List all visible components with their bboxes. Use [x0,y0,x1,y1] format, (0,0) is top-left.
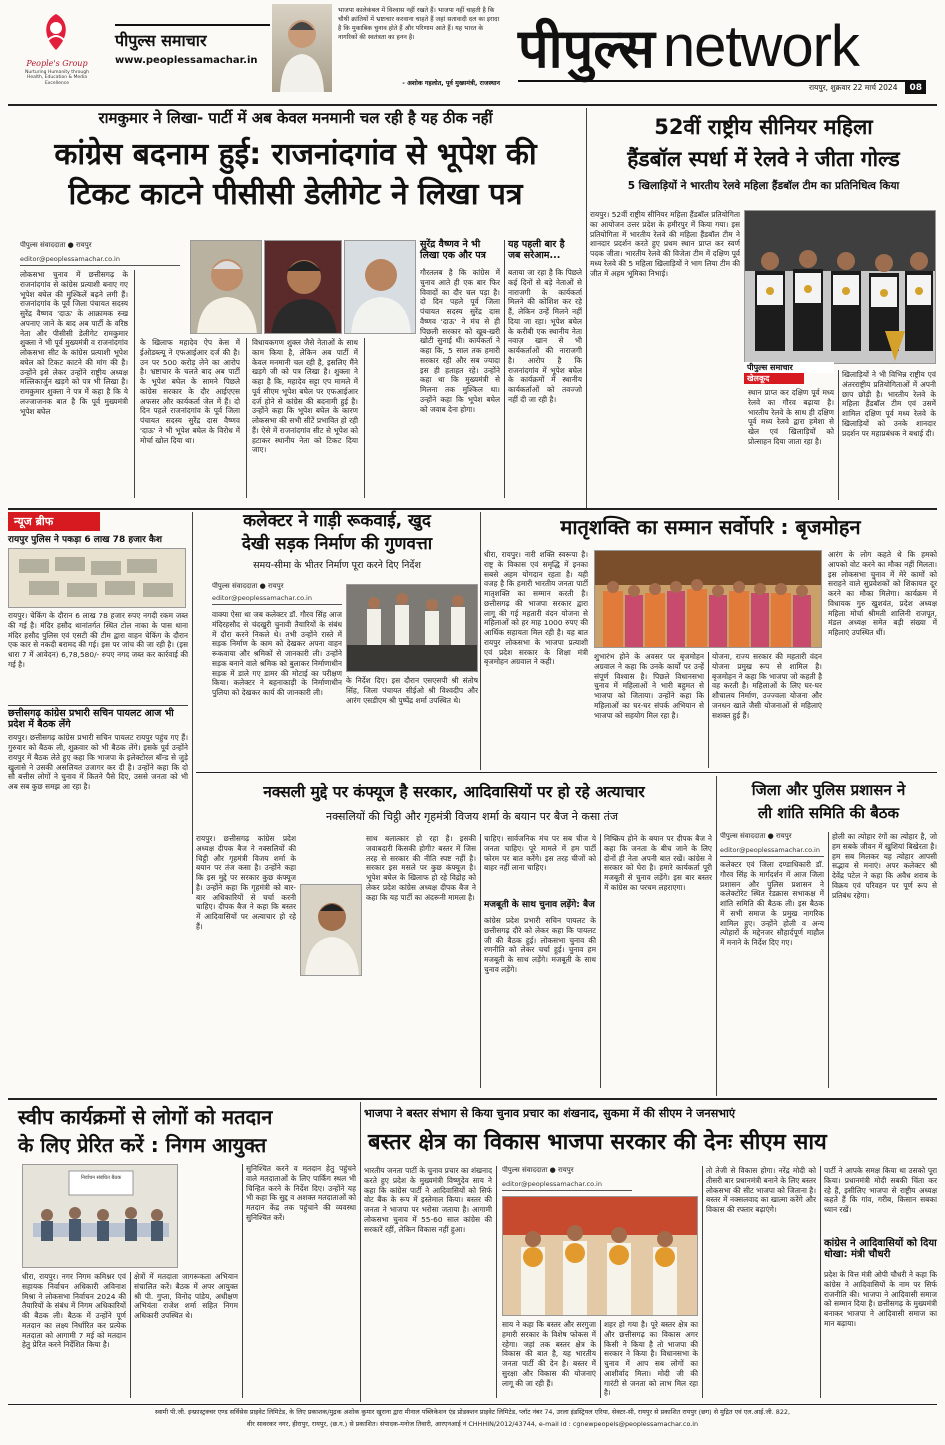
story3-byline-text: पीपुल्स संवाददाता ● रायपुर [212,582,284,590]
story8-col6: प्रदेश के वित्त मंत्री ओपी चौधरी ने कहा कि कांग्रेस ने आदिवासियों के नाम पर सिर्फ राजनीति की। भाजपा ने आदिवासी समाज को सम्मान दिया है। छत्तीसगढ़ के मुख्यमंत्री बनाकर भाजपा ने आदिवासी समाज का मान बढ़ाया। [824,1270,937,1328]
story7-col1: धीरा, रायपुर। नगर निगम कमिश्नर एवं सहायक निर्वाचन अधिकारी अविनाश मिश्रा ने लोकसभा निर्वाचन 2024 की तैयारियों के संबंध में निगम अधिकारियों की बैठक ली। बैठक में उन्होंने पूर्ण मतदान का लक्ष्य निर्धारित कर प्रत्येक मतदाता को आगामी 7 मई को मतदान हेतु प्रेरित करने निर्देशित किया है। [22,1272,126,1350]
brief-head1: रायपुर पुलिस ने पकड़ा 6 लाख 78 हजार कैश [8,535,162,545]
story5-col2: साथ बलात्कार हो रहा है। इसकी जवाबदारी किसकी होगी? बस्तर में जिस तरह से सरकार की नीति स्पष्ट नहीं है। सरकार इस मसले पर कुछ कंफ्यूज है। भूपेश बघेल के खिलाफ हो रहे विद्रोह को लेकर प्रदेश कांग्रेस अध्यक्ष दीपक बैज ने कहा कि यह पार्टी का अंदरूनी मामला है। [366,834,476,902]
story3-deck: समय-सीमा के भीतर निर्माण पूरा करने दिए निर्देश [253,560,421,572]
story8-col5: पार्टी ने आपके समक्ष किया था उसको पूरा किया। प्रधानमंत्री मोदी सबकी चिंता कर रहे हैं, इसीलिए भाजपा से राष्ट्रीय अध्यक्ष कहते हैं कि गांव, गरीब, किसान सबका ध्यान रखें। [824,1166,937,1215]
story7-headline-line1: स्वीप कार्यक्रमों से लोगों को मतदान [18,1105,273,1129]
story1-byline [20,241,170,250]
story5-col3: चाहिए। सार्वजनिक मंच पर सब चीज ये जनता चाहिए। पूरे मामले में हम पार्टी फोरम पर बात करेंगे। इस तरह चीजों को बाहर नहीं लाना चाहिए। [484,834,596,873]
story-naxal [196,776,712,1096]
story5-col5: निष्क्रिय होने के बयान पर दीपक बैज ने कहा कि जनता के बीच जाने के लिए दोनों ही नेता अपनी बात रखें। कांग्रेस ने सरकार को घेरा है। हमारे कार्यकर्ता पूरी मजबूती से चुनाव लड़ेंगे। इस बार बस्तर में कांग्रेस का परचम लहराएगा। [604,834,712,892]
story3-byline [212,582,352,591]
story4-col3: योजना, राज्य सरकार की महतारी वंदन योजना प्रमुख रूप से शामिल है। बृजमोहन ने कहा कि भाजपा जो कहती है वह करती है। महिलाओं के लिए घर-घर शौचालय निर्माण, उज्ज्वला योजना और जनधन खाते जैसी योजनाओं से महिलाएं सशक्त हुई हैं। [712,652,822,720]
masthead [0,0,945,104]
brief-text2: रायपुर। छत्तीसगढ़ कांग्रेस प्रभारी सचिन पायलट रायपुर पहुंच गए हैं। गुरुवार को बैठक ली, शुक्रवार को भी बैठक लेंगे। इसके पूर्व उन्होंने रायपुर में बैठक लेते हुए कहा कि भाजपा के इलेक्टोरल बॉन्ड से जुड़े खुलासे ने उसकी असलियत उजागर कर दी है। उन्होंने कहा कि दो सौ बत्तीस लोगों ने चुनाव में कितने पैसे दिए, उससे जनता को भी अब सब कुछ समझ आ रहा है। [8,733,188,792]
story7-col3: सुनिश्चित करने व मतदान हेतु पहुंचने वाले मतदाताओं के लिए पार्किंग स्थल भी चिन्हित करने के निर्देश दिए। उन्होंने यह भी कहा कि सुद्द व अशक्त मतदाताओं को मतदान केंद्र तक पहुंचाने की व्यवस्था सुनिश्चित करें। [246,1164,356,1222]
story1-photo-1 [190,240,262,334]
story8-email[interactable]: editor@peoplessamachar.co.in [502,1180,632,1191]
story8-photo [502,1196,698,1316]
network-title [518,6,928,80]
mid-divider [480,512,481,770]
story8-subhead: कांग्रेस ने आदिवासियों को दिया धोखा: मंत्री चौधरी [824,1238,937,1261]
story3-headline-line1: कलेक्टर ने गाड़ी रूकवाई, खुद [243,511,431,531]
story3-email[interactable]: editor@peoplessamachar.co.in [212,594,342,605]
story6-byline-text: पीपुल्स संवाददाता ● रायपुर [720,832,792,840]
brief-cash-photo [8,548,186,608]
story1-divider-4 [504,240,505,498]
story1-col5: बताया जा रहा है कि पिछले कई दिनों से बड़े नेताओं से नाराजगी के कार्यकर्ता मिलने की कोशिश कर रहे हैं, लेकिन उन्हें मिलने नहीं दिया जा रहा। भूपेश बघेल के करीबी एक स्थानीय नेता नवाज़ खान से भी कार्यकर्ताओं की नाराजगी है। आरोप है कि राजनांदगांव में भूपेश बघेल के कार्यक्रमों में स्थानीय कार्यकर्ताओं को तवज्जो नहीं दी जा रही है। [508,268,582,404]
story4-headline: मातृशक्ति का सम्मान सर्वोपरि : बृजमोहन [560,515,861,539]
story-sveep [8,1102,356,1402]
top-column-divider [586,108,587,508]
story2-section-name: खेलकूद [744,373,804,384]
story8-col2: साय ने कहा कि बस्तर और सरगुजा हमारी सरकार के विशेष फोकस में रहेगा। जहां तक बस्तर क्षेत्र के विकास की बात है, यह भारतीय जनता पार्टी की देन है। बस्तर में सुरक्षा और विकास की योजनाएं लागू की जा रही हैं। [502,1320,596,1388]
story5-subhead: मजबूती के साथ चुनाव लड़ेंगे: बैज [484,900,595,910]
story3-col1: वाक्या ऐसा था जब कलेक्टर डॉ. गौरव सिंह आज मंदिरहसौद से चंदखुरी चुनावी तैयारियों के संबंध में दौरा करने निकले थे। तभी उन्होंने रास्ते में सड़क निर्माण के काम को देखकर अपना वाहन रूकवाया और श्रमिकों से जानकारी ली। उन्होंने सड़क बनाने वाले श्रमिक को बुलाकर निर्माणाधीन सड़क में डाले गए डामर की मोटाई का परीक्षण किया। कलेक्टर ने बहनाकाड़ी के निर्माणाधीन पुलिया को देखकर कार्य की जानकारी ली। [212,610,342,698]
story3-col2: के निर्देश दिए। इस दौरान एसएसपी श्री संतोष सिंह, जिला पंचायत सीईओ श्री विश्वदीप और आरंग एसडीएम श्री पुष्पेंद्र शर्मा उपस्थित थे। [346,676,478,705]
story5-divider-1 [480,834,481,1088]
story6-email[interactable]: editor@peoplessamachar.co.in [720,846,824,857]
story2-headline-line2: हैंडबॉल स्पर्धा में रेलवे ने जीता गोल्ड [627,146,900,171]
story-peace-committee [720,776,937,1096]
story1-photo-2 [264,240,342,334]
small-brand: पीपुल्स समाचार [115,24,270,51]
footer-imprint-line1: स्वामी पी.जी. इन्फ्रास्ट्रक्चर एण्ड सर्विसेस प्राइवेट लिमिटेड, के लिए प्रकाशक/मुद्रक अशोक कुमार खुराना द्वारा मीनाल पब्लिकेशन एंड प्रोडक्शन प्राइवेट लिमिटेड, प्लॉट नंबर 74, उरला इंडस्ट्रियल एरिया, सेक्टर-सी, रायपुर से प्रकाशित रायपुर (छग) से मुद्रित एवं एल.आई.जी. 822, [154,1408,791,1416]
story4-col1: धीरा, रायपुर। नारी शक्ति स्वरूपा है। राष्ट्र के विकास एवं समृद्धि में इनका सबसे अहम योगदान रहता है। यही वजह है कि हमारी भारतीय जनता पार्टी मातृशक्ति का सम्मान करती है। छत्तीसगढ़ की भाजपा सरकार द्वारा लागू की गई महतारी वंदन योजना से महिलाओं को हर माह 1000 रुपए की आर्थिक सहायता मिल रही है। यह बात रायपुर लोकसभा के भाजपा प्रत्याशी एवं प्रदेश सरकार के शिक्षा मंत्री बृजमोहन अग्रवाल ने कही। [484,550,588,667]
quote-author: - अशोक गहलोत, पूर्व मुख्यमंत्री, राजस्थान [402,80,500,87]
group-logo-icon [36,10,76,54]
story1-col1: लोकसभा चुनाव में छत्तीसगढ़ के राजनांदगांव से कांग्रेस प्रत्याशी बनाए गए भूपेश बघेल की मुश्किलें बढ़ने लगी हैं। राजनांदगांव के पूर्व जिला पंचायत सदस्य सुरेंद्र वैष्णव 'दाऊ' के आक्रामक रुख अपनाए जाने के बाद अब पार्टी के वरिष्ठ नेता और पीसीसी डेलीगेट रामकुमार शुक्ला ने भी पूर्व मुख्यमंत्री व राजनांदगांव लोकसभा सीट के कांग्रेस प्रत्याशी भूपेश बघेल को टिकट काटने की मांग की है। उन्होंने इसे लेकर उन्होंने राष्ट्रीय अध्यक्ष मल्लिकार्जुन खड़गे को पत्र भी लिखा है। रामकुमार शुक्ला ने पत्र में कहा है कि ये लज्जाजनक बात है कि पूर्व मुख्यमंत्री भूपेश बघेल [20,270,128,416]
story2-section-tag [744,362,834,384]
story8-col3: शहर हो गया है। पूरे बस्तर क्षेत्र का और छत्तीसगढ़ का विकास अगर किसी ने किया है तो भाजपा की सरकार ने किया है। विधानसभा के चुनाव में आप सब लोगों का आशीर्वाद मिला। मोदी जी की गारंटी से जनता को लाभ मिल रहा है। [604,1320,698,1398]
story2-headline-line1: 52वीं राष्ट्रीय सीनियर महिला [654,115,873,139]
story6-byline [720,832,824,841]
story-cm-sai-bastar [364,1102,937,1402]
brief-section-header: न्यूज ब्रीफ [8,512,100,531]
story5-col4: कांग्रेस प्रदेश प्रभारी सचिन पायलट के छत्तीसगढ़ दौरे को लेकर कहा कि पायलट जी की बैठक हुई। लोकसभा चुनाव की रणनीति को लेकर चर्चा हुई। चुनाव हम मजबूती के साथ लड़ेंगे। मजबूती के साथ चुनाव लड़ेंगे। [484,916,596,974]
group-name: People's Group [26,59,88,68]
story2-col1: रायपुर। 52वीं राष्ट्रीय सीनियर महिला हैंडबॉल प्रतियोगिता का आयोजन उत्तर प्रदेश के हमीरपुर में किया गया। इस प्रतियोगिता में भारतीय रेलवे की महिला हैंडबॉल टीम ने शानदार प्रदर्शन करते हुए प्रथम स्थान प्राप्त कर स्वर्ण पदक जीता। भारतीय रेलवे की विजेता टीम में दक्षिण पूर्व मध्य रेलवे की 5 महिला खिलाड़ियों ने भाग लिया टीम की जीत में अहम भूमिका निभाई। [590,210,740,278]
story1-byline-text: पीपुल्स संवाददाता ● रायपुर [20,241,92,249]
story8-col1: भारतीय जनता पार्टी के चुनाव प्रचार का शंखनाद करते हुए प्रदेश के मुख्यमंत्री विष्णुदेव साय ने कहा कि कांग्रेस पार्टी ने आदिवासियों को सिर्फ वोट बैंक के रूप में इस्तेमाल किया। बस्तर की जनता ने भाजपा पर भरोसा जताया है। आगामी लोकसभा चुनाव में 55-60 साल कांग्रेस की सरकारें रहीं, लेकिन विकास नहीं हुआ। [364,1166,492,1234]
story8-divider-4 [820,1166,821,1398]
story6-divider [828,832,829,1088]
story8-divider-2 [600,1320,601,1398]
story8-kicker: भाजपा ने बस्तर संभाग से किया चुनाव प्रचार का शंखनाद, सुकमा में की सीएम ने जनसभाएं [364,1107,736,1120]
story1-col2: के खिलाफ महादेव ऐप केस में ईओडब्ल्यू ने एफआईआर दर्ज की है। उन पर 500 करोड़ लेने का आरोप है। भ्रष्टाचार के चलते बाद अब पार्टी के भूपेश बघेल के सामने पिछले कांग्रेस सरकार के दौर आईएएस अफसर और कार्यकर्ता जेल में हैं। दो दिन पहले राजनांदगांव के पूर्व जिला पंचायत सदस्य सुरेंद्र दास वैष्णव 'दाऊ' ने भी भूपेश बघेल के विरोध में मोर्चा खोल दिया था। [140,338,240,445]
quote-portrait [272,4,332,92]
story5-deck: नक्सलियों की चिट्ठी और गृहमंत्री विजय शर्मा के बयान पर बैज ने कसा तंज [326,810,619,824]
story1-col4: गौरतलब है कि कांग्रेस में चुनाव आते ही एक बार फिर विवादों का दौर चल पड़ा है। दो दिन पहले पूर्व जिला पंचायत सदस्य सुरेंद्र दास वैष्णव 'दाऊ' ने मंच से ही पिछली सरकार को खूब-खरी खोटी सुनाई थी। कार्यकर्ता ने कहा कि, 5 साल तक हमारी सरकार रही और सब ज्यादा इस ही हताहत रहे। उन्होंने कहा था कि मुख्यमंत्री से मिलना तक मुश्किल था। उन्होंने कहा कि भूपेश बघेल को जवाब देना होगा। [420,268,500,414]
story7-headline-line2: के लिए प्रेरित करें : निगम आयुक्त [18,1133,267,1158]
story1-headline-line1: कांग्रेस बदनाम हुई: राजनांदगांव से भूपेश की [54,137,537,172]
row3-divider [360,1102,361,1402]
story4-col2: शुभारंभ होने के अवसर पर बृजमोहन अग्रवाल ने कहा कि उनके कार्यों पर उन्हें संपूर्ण विश्वास है। पिछले विधानसभा चुनाव में महिलाओं ने भारी बहुमत से भाजपा को जिताया। उन्होंने कहा कि महिलाओं का घर-घर संपर्क अभियान से भाजपा को सहयोग मिल रहा है। [594,652,704,720]
quote-text: भाजपा कालेकंबल में विश्वास नहीं रखते हैं। भाजपा नहीं चाहती है कि चौथी क्रांतियों में भ्रष्टाचार करवाना चाहते हैं जहां सतावादी दल का इरादा है कि मुकाबिक चुनाव होते हैं और परिणाम आते हैं। यह भारत के नागरिकों की स्वतंत्रता का हनन है। [338,7,500,42]
brief-divider [192,512,193,894]
story2-section-brand: पीपुल्स समाचार [744,362,834,373]
story1-headline-line2: टिकट काटने पीसीसी डेलीगेट ने लिखा पत्र [68,176,523,212]
story2-col2: स्थान प्राप्त कर दक्षिण पूर्व मध्य रेलवे का गौरव बढ़ाया है। भारतीय रेलवे के साथ ही दक्षिण पूर्व मध्य रेलवे द्वारा हमेशा से खेल एवं खिलाड़ियों को प्रोत्साहन दिया जाता रहा है। [748,388,834,446]
story-congress-letter [8,108,583,508]
story4-photo [594,550,822,648]
story1-email[interactable]: editor@peoplessamachar.co.in [20,255,180,266]
story5-headline: नक्सली मुद्दे पर कंफ्यूज है सरकार, आदिवासियों पर हो रहे अत्याचार [263,783,645,801]
story6-col2: होली का त्योहार रंगों का त्योहार है, जो हम सबके जीवन में खुशियां बिखेरता है। हम सब मिलकर यह त्योहार आपसी सद्भाव से मनाएं। अपर कलेक्टर श्री देवेंद्र पटेल ने कहा कि अवैध शराब के विक्रय एवं परिवहन पर पूर्ण रूप से प्रतिबंध रहेगा। [832,832,937,900]
story7-divider-1 [130,1272,131,1398]
network-title-en: network [662,14,859,79]
story-collector-road [196,512,478,770]
story6-headline-line2: ली शांति समिति की बैठक [757,803,900,822]
story1-divider-2 [246,338,247,498]
story8-byline-text: पीपुल्स संवाददाता ● रायपुर [502,1166,574,1174]
story-handball-gold [590,108,937,508]
website[interactable]: www.peoplessamachar.in [115,55,258,66]
story3-headline-line2: देखी सड़क निर्माण की गुणवत्ता [241,534,433,555]
story5-divider-2 [600,834,601,1088]
story4-col4: आरंग के लोग कहते थे कि हमको आपको वोट करने का मौका नहीं मिलता। इस लोकसभा चुनाव में मेरे कामों को सराहने वाले सुप्रवेशकों को शिकायत दूर करने का मौका मिलेगा। कार्यक्रम में विधायक गुरु खुशवंत, प्रदेश अध्यक्ष महिला मोर्चा श्रीमती शालिनी राजपूत, मंडल अध्यक्ष समेत बड़ी संख्या में महिलाएं उपस्थित थीं। [828,550,937,638]
story8-headline: बस्तर क्षेत्र का विकास भाजपा सरकार की देनः सीएम साय [368,1130,827,1155]
story8-divider-3 [702,1166,703,1398]
mid-rule [8,508,937,510]
dateline-bar [518,80,926,94]
network-title-hindi: पीपुल्स [518,17,655,80]
masthead-rule [8,104,937,106]
story7-photo [22,1164,178,1268]
group-logo [22,10,92,95]
story6-headline-line1: जिला और पुलिस प्रशासन ने [751,781,906,799]
story1-divider-1 [134,270,135,498]
news-brief [8,512,188,894]
brief-head2: छत्तीसगढ़ कांग्रेस प्रभारी सचिन पायलट आज भी प्रदेश में बैठक लेंगे [8,705,188,730]
story2-divider [838,370,839,500]
story5-col1: रायपुर। छत्तीसगढ़ कांग्रेस प्रदेश अध्यक्ष दीपक बैज ने नक्सलियों की चिट्ठी और गृहमंत्री विजय शर्मा के बयान पर तंज कसा है। उन्होंने कहा कि इस मुद्दे पर सरकार कुछ कंफ्यूज है। उन्होंने कहा कि गृहमंत्री को बार-बार अधिकारियों से चर्चा करनी चाहिए। दीपक बैज ने कहा कि बस्तर में आदिवासियों पर अत्याचार हो रहे हैं। [196,834,296,931]
footer [8,1407,937,1441]
page-number: 08 [905,82,926,94]
footer-imprint-line2: वीर सावरकर नगर, हीरापुर, रायपुर, (छ.ग.) से प्रकाशित। संपादक-मनोज तिवारी, आरएनआई नं CHHHIN/2012/43744, e-mail id : cgnewpeopels@peoplessamachar.co.in [246,1420,699,1428]
story1-subhead: सुरेंद्र वैष्णव ने भी लिखा एक और पत्र [420,239,486,261]
small-brand-box [115,24,270,74]
story8-col4: तो तेजी से विकास होगा। नरेंद्र मोदी को तीसरी बार प्रधानमंत्री बनाने के लिए बस्तर लोकसभा की सीट भाजपा को जिताना है। बस्तर में नक्सलवाद का खात्मा करेंगे और विकास की रफ्तार बढ़ाएंगे। [706,1166,816,1215]
story1-photo-3 [344,240,416,334]
brief-text1: रायपुर। चेकिंग के दौरान 6 लाख 78 हजार रुपए नगदी रकम जब्त की गई है। मंदिर हसौद थानांतर्गत स्थित टोल नाका के पास थाना मंदिर हसौद पुलिस एवं एसटी की टीम द्वारा वाहन चेकिंग के दौरान एक कार से नकदी बरामद की गई। इस पर जांच की जा रही है। (इस धारा 7 में आवेदन) 6,78,580/- रुपए नगद जब्त कर कार्रवाई की गई है। [8,611,188,669]
story1-divider-3 [364,338,365,498]
footer-rule [8,1404,937,1405]
story1-subhead-2: यह पहली बार है जब सरेआम... [508,239,565,261]
story2-deck: 5 खिलाड़ियों ने भारतीय रेलवे महिला हैंडबॉल टीम का प्रतिनिधित्व किया [627,180,900,193]
story1-kicker: रामकुमार ने लिखा- पार्टी में अब केवल मनमानी चल रही है यह ठीक नहीं [98,109,493,127]
story8-byline [502,1166,642,1175]
story2-col3: खिलाड़ियों ने भी विभिन्न राष्ट्रीय एवं अंतरराष्ट्रीय प्रतियोगिताओं में अपनी छाप छोड़ी है। भारतीय रेलवे के महिला हैंडबॉल टीम एवं उसमें शामिल दक्षिण पूर्व मध्य रेलवे के खिलाड़ियों को उनके शानदार प्रदर्शन पर महाप्रबंधक ने बधाई दी। [842,370,936,438]
story7-col2: क्षेत्रों में मतदाता जागरूकता अभियान संचालित करें। बैठक में अपर आयुक्त श्री पी. गुप्ता, विनोद पांडेय, अधीक्षण अभियंता राजेश शर्मा सहित निगम अधिकारी उपस्थित थे। [134,1272,238,1321]
story7-photo-caption: निर्वाचन संबंधित बैठक [80,1175,122,1181]
story-brijmohan [484,512,937,770]
story5-photo [300,884,362,976]
rule-row3 [8,1098,937,1100]
story3-photo [346,584,478,672]
rule-row2 [196,772,937,773]
story6-col1: कलेक्टर एवं जिला दण्डाधिकारी डॉ. गौरव सिंह के मार्गदर्शन में आज जिला प्रशासन और पुलिस प्रशासन ने कलेक्टोरेट स्थित रेडक्रास सभाकक्ष में शांति समिति की बैठक ली। इस बैठक में सभी समाज के प्रमुख नागरिक शामिल हुए। उन्होंने होली व अन्य त्योहारों के मद्देनजर सौहार्दपूर्ण माहौल में मनाने के निर्देश दिए गए। [720,860,824,948]
story4-divider [708,652,709,768]
row2-right-divider [716,776,717,1096]
story8-divider-1 [496,1166,497,1398]
story2-team-photo [744,210,936,364]
group-tagline: Nurturing Humanity through Health, Education & Media Excellence [25,70,89,86]
dateline: रायपुर, शुक्रवार 22 मार्च 2024 [809,83,898,92]
story7-divider-2 [242,1164,243,1398]
quote-box [338,6,500,94]
story1-col3: विधायकगण शुक्ल जैसे नेताओं के साथ काम किया है, लेकिन अब पार्टी में केवल मनमानी चल रही है, इसलिए मैंने खड़गे जी को पत्र लिखा है। शुक्ला ने कहा है कि, महादेव सट्टा एप मामले में पूर्व सीएम भूपेश बघेल पर एफआईआर दर्ज होने से कांग्रेस की बदनामी हुई है। उन्होंने कहा कि भूपेश बघेल के कारण लोकसभा की सभी सीटें प्रभावित हो रही हैं। ऐसे में राजनांदगांव सीट से भूपेश को हटाकर स्थानीय नेता को टिकट दिया जाए। [252,338,358,455]
